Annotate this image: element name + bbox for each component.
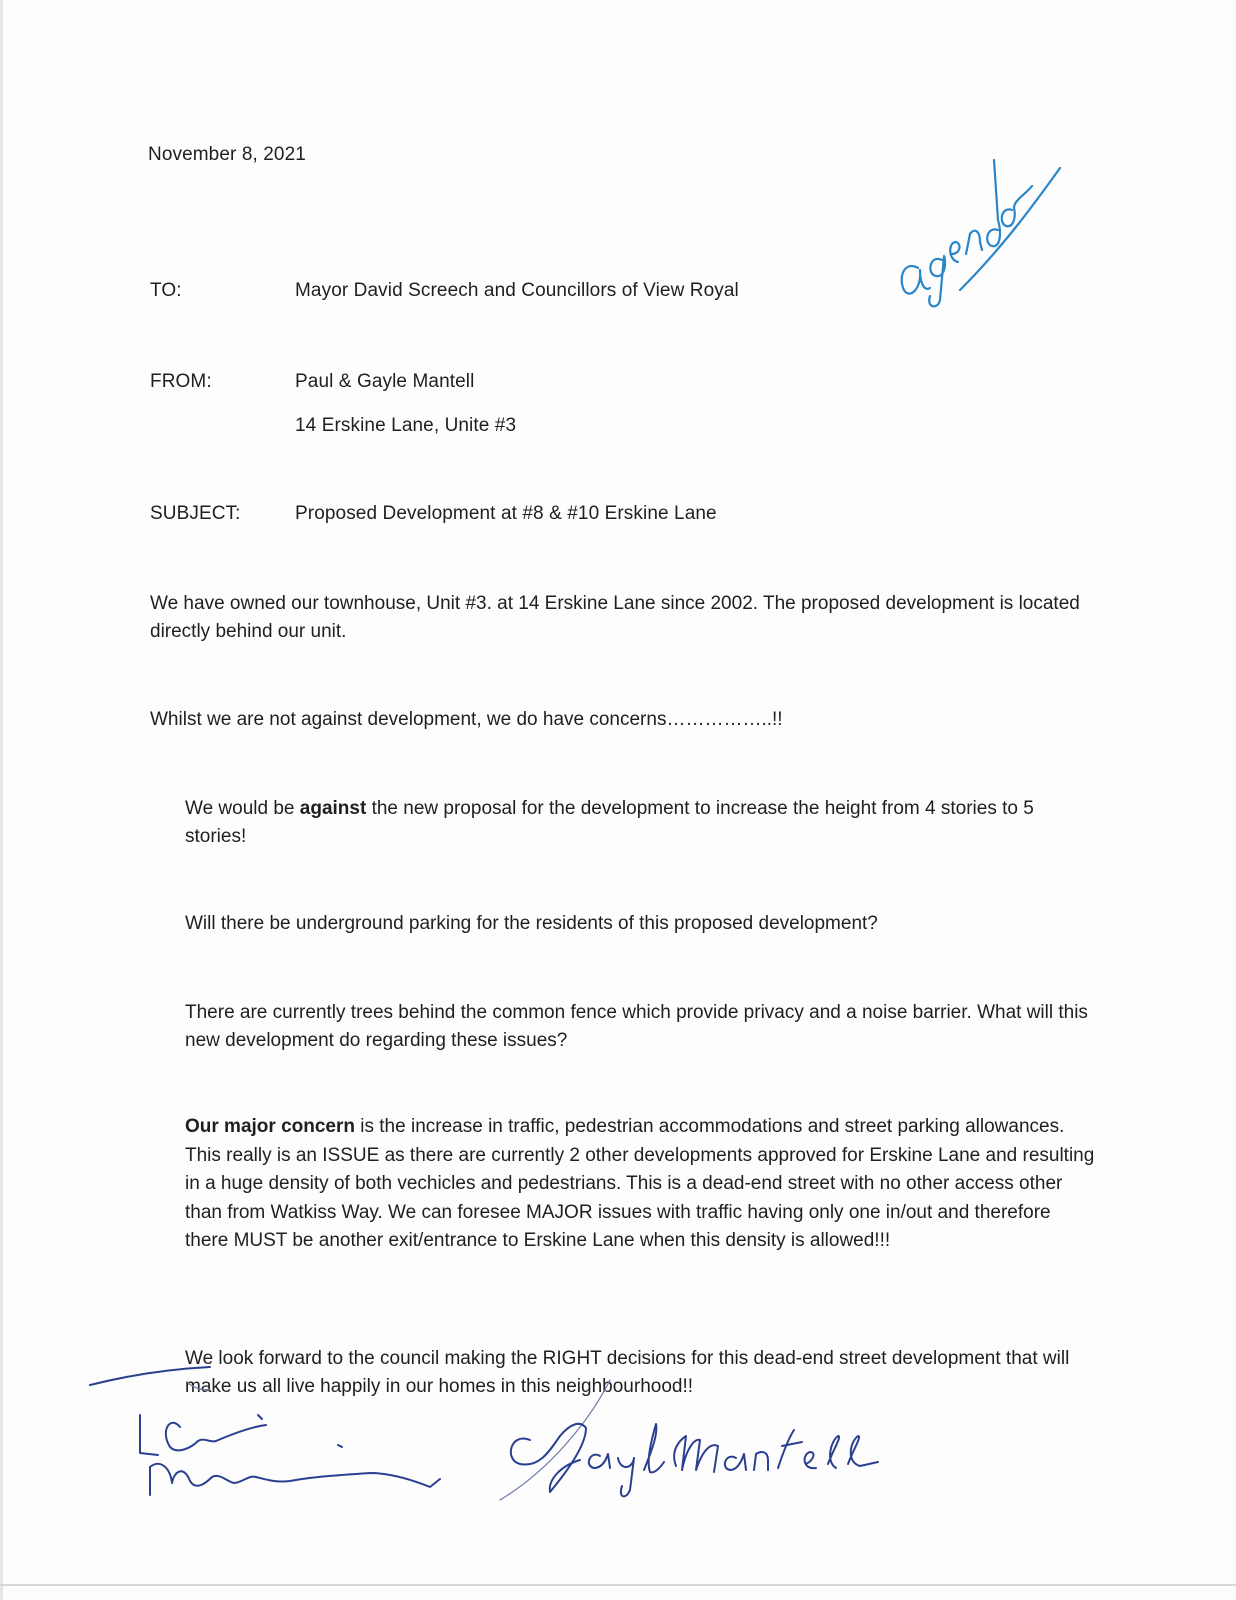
letter-date: November 8, 2021	[148, 144, 306, 165]
signature-gayle	[490, 1380, 890, 1510]
point-height-emphasis: against	[299, 798, 367, 819]
point-trees: There are currently trees behind the common fence which provide privacy and a noise barrier. What will this new development do regarding these issues?	[185, 1002, 1088, 1051]
subject-label: SUBJECT:	[150, 503, 241, 524]
point-height-text-rest: the new proposal for the development to increase the height from 4 stories to 5 stories!	[185, 798, 1034, 847]
point-height	[185, 795, 1095, 851]
subject-text: Proposed Development at #8 & #10 Erskine Lane	[295, 503, 717, 524]
paragraph-concerns-intro: Whilst we are not against development, we do have concerns……………..!!	[150, 709, 783, 730]
point-traffic-emphasis: Our major concern	[185, 1116, 355, 1137]
point-parking: Will there be underground parking for the residents of this proposed development?	[185, 913, 878, 934]
to-recipient: Mayor David Screech and Councillors of View Royal	[295, 280, 739, 301]
signature-paul	[80, 1355, 460, 1525]
from-label: FROM:	[150, 371, 212, 392]
point-traffic-text: is the increase in traffic, pedestrian accommodations and street parking allowances. This really is an ISSUE as there are currently 2 other developments approved for Erskine Lane and resulting in a huge density of both vechicles and pedestrians. This is a dead-end street with no other access other than from Watkiss Way. We can foresee MAJOR issues with traffic having only one in/out and therefore there MUST be another exit/entrance to Erskine Lane when this density is allowed!!!	[185, 1116, 1095, 1252]
from-address: 14 Erskine Lane, Unite #3	[295, 415, 517, 436]
point-traffic	[185, 1113, 1095, 1256]
closing-paragraph: We look forward to the council making the RIGHT decisions for this dead-end street development that will make us all live happily in our homes in this neighbourhood!!	[185, 1348, 1070, 1397]
paragraph-ownership: We have owned our townhouse, Unit #3. at 14 Erskine Lane since 2002. The proposed development is located directly behind our unit.	[150, 593, 1080, 642]
point-height-text: We would be	[185, 798, 300, 819]
handwritten-agenda-annotation	[890, 150, 1070, 310]
to-label: TO:	[150, 280, 182, 301]
scan-edge	[0, 1584, 1236, 1586]
scan-edge	[0, 0, 3, 1600]
from-name: Paul & Gayle Mantell	[295, 371, 475, 392]
